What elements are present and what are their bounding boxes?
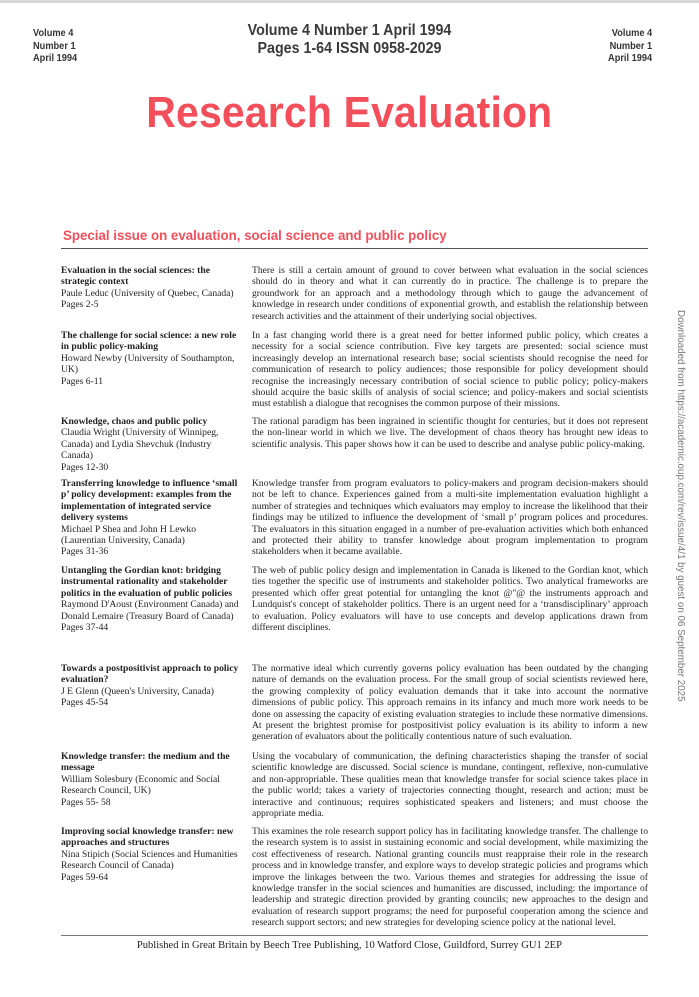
issue-meta-center [0,22,699,58]
article-authors: Michael P Shea and John H Lewko (Laurentian University, Canada) [61,523,196,547]
article-title: Evaluation in the social sciences: the strategic context [61,265,210,288]
article-title: Improving social knowledge transfer: new approaches and structures [61,826,234,849]
article-title: Knowledge transfer: the medium and the message [61,751,230,774]
article-abstract: The rational paradigm has been ingrained in scientific thought for centuries, but it does not represent the non-linear world in which we live. The development of chaos theory has brought new ideas to scientific analysis. This paper shows how it can be used to describe and analyse public policy-making. [252,416,648,450]
article-title: Untangling the Gordian knot: bridging instrumental rationality and stakeholder politics in the evaluation of public policies [61,565,233,599]
article-info [61,565,241,633]
article-abstract: Using the vocabulary of communication, the defining characteristics shaping the transfer of social scientific knowledge are discussed. Social science is mundane, contingent, reflexive, non-cumulative and non-appropriable. These qualities mean that knowledge transfer for social science takes place in the public world; takes a variety of trajectories connecting thought, research and action; must be interactive and continuous; requires sophisticated speakers and listeners; and must choose the appropriate media. [252,751,648,820]
article-abstract: The normative ideal which currently governs policy evaluation has been outdated by the changing nature of demands on the evaluation process. For the small group of social scientists reviewed here, the growing complexity of policy evaluation demands that it take into account the normative dimensions of public policy. This approach remains in its infancy and much more work needs to be done on assessing the capacity of existing evaluation strategies to include these normative dimensions. At present the brightest promise for postpositivist policy evaluation is its ability to inform a new generation of evaluators about the politically contentious nature of such evaluation. [252,663,648,743]
article-authors: Nina Stipich (Social Sciences and Humanities Research Council of Canada) [61,848,238,872]
heading-divider [61,248,648,249]
issue-line-volume: Volume 4 Number 1 April 1994 [247,22,452,39]
article-pages: Pages 59-64 [61,871,109,883]
article-authors: J E Glenn (Queen's University, Canada) [61,685,214,697]
article-info [61,265,241,311]
article-authors: William Solesbury (Economic and Social Research Council, UK) [61,773,220,797]
article-info [61,478,241,558]
footer-divider [61,935,648,936]
article-pages: Pages 37-44 [61,622,109,634]
article-pages: Pages 2-5 [61,299,99,311]
article-abstract: This examines the role research support policy has in facilitating knowledge transfer. The challenge to the research system is to assist in sustaining economic and social development, while maximizing the cost effectiveness of research. National granting councils must reappraise their role in the research process and in knowledge transfer, and explore ways to develop strategic policies and programs which improve the linkages between the two. Various themes and strategies for addressing the issue of knowledge transfer in the social sciences and humanities are discussed, including: the importance of leadership and strategic direction provided by granting councils; new approaches to the design and evaluation of research support programs; the need for purposeful cooperation among the science and research support sectors; and new strategies for developing science policy at the national level. [252,826,648,929]
article-abstract: The web of public policy design and implementation in Canada is likened to the Gordian knot, which ties together the specific use of instruments and stakeholder politics. Two analytical frameworks are presented which offer great potential for untangling the knot @"@ the instruments approach and Lundquist's concept of stakeholder politics. There is an urgent need for a ‘transdisciplinary’ approach to evaluation. Policy evaluators will have to use concepts and develop applications drawn from different disciplines. [252,565,648,634]
article-info [61,330,241,387]
article-authors: Raymond D'Aoust (Environment Canada) and Donald Lemaire (Treasury Board of Canada) [61,599,239,622]
article-info [61,826,241,883]
article-authors: Howard Newby (University of Southampton, UK) [61,352,235,376]
article-pages: Pages 6-11 [61,375,104,387]
article-info [61,416,241,473]
meta-number: Number 1 [609,39,652,52]
meta-volume: Volume 4 [611,27,652,39]
article-title: The challenge for social science: a new role in public policy-making [61,330,237,353]
article-abstract: There is still a certain amount of ground to cover between what evaluation in the social sciences should do in theory and what it can currently do in practice. The challenge is to prepare the groundwork for an approach and a methodology through which to gauge the advancement of knowledge in research under conditions of exponential growth, and establish the relationship between research activities and the attainment of their underlying social objectives. [252,265,648,322]
article-title: Transferring knowledge to influence ‘small p’ policy development: examples from the implementation of integrated service delivery systems [61,478,238,524]
publisher-footer-text: Published in Great Britain by Beech Tree Publishing, 10 Watford Close, Guildford, Surrey GU1 2EP [136,939,563,951]
article-authors: Paule Leduc (University of Quebec, Canada) [61,287,234,299]
article-title: Knowledge, chaos and public policy [61,416,208,427]
article-info [61,663,241,709]
article-abstract: Knowledge transfer from program evaluators to policy-makers and program decision-makers should not be left to chance. Experiences gained from a multi-site implementation evaluation highlight a number of strategies and techniques which evaluators may employ to increase the likelihood that their findings may be utilized to influence the development of ‘small p’ program polices and procedures. The evaluators in this situation engaged in a number of pre-evaluation activities which both enhanced and protected their ability to transfer knowledge about program implementation to program stakeholders when it became available. [252,478,648,558]
meta-volume: Volume 4 [33,27,74,39]
meta-number: Number 1 [33,39,76,52]
meta-date: April 1994 [33,52,78,64]
special-issue-heading: Special issue on evaluation, social science and public policy [63,227,447,243]
journal-title [0,88,699,138]
article-pages: Pages 45-54 [61,697,109,709]
article-authors: Claudia Wright (University of Winnipeg, Canada) and Lydia Shevchuk (Industry Canada) [61,427,219,462]
article-pages: Pages 12-30 [61,461,109,473]
article-pages: Pages 55- 58 [61,796,111,808]
journal-title-text: Research Evaluation [146,88,553,137]
article-pages: Pages 31-36 [61,546,109,558]
page-top-border [0,0,699,3]
issue-meta-right [608,27,652,65]
article-info [61,751,241,808]
meta-date: April 1994 [607,52,652,64]
issue-line-pages: Pages 1-64 ISSN 0958-2029 [257,40,442,57]
download-watermark: Downloaded from https://academic.oup.com/rev/issue/4/1 by guest on 06 September 2025 [675,310,686,702]
article-title: Towards a postpositivist approach to policy evaluation? [61,663,239,686]
article-abstract: In a fast changing world there is a great need for better informed public policy, which creates a necessity for a social science contribution. Five key targets are presented: social science must increasingly develop an international research base; social scientists should recognise the need for communication of research to policy audiences; those responsible for policy development should recognise the increasingly necessary contribution of social science to public policy; policy-makers should acquire the basic skills of analysis of social science; and policy-makers and social scientists must establish a dialogue that recognises the common purpose of their missions. [252,330,648,410]
publisher-footer [0,939,699,952]
